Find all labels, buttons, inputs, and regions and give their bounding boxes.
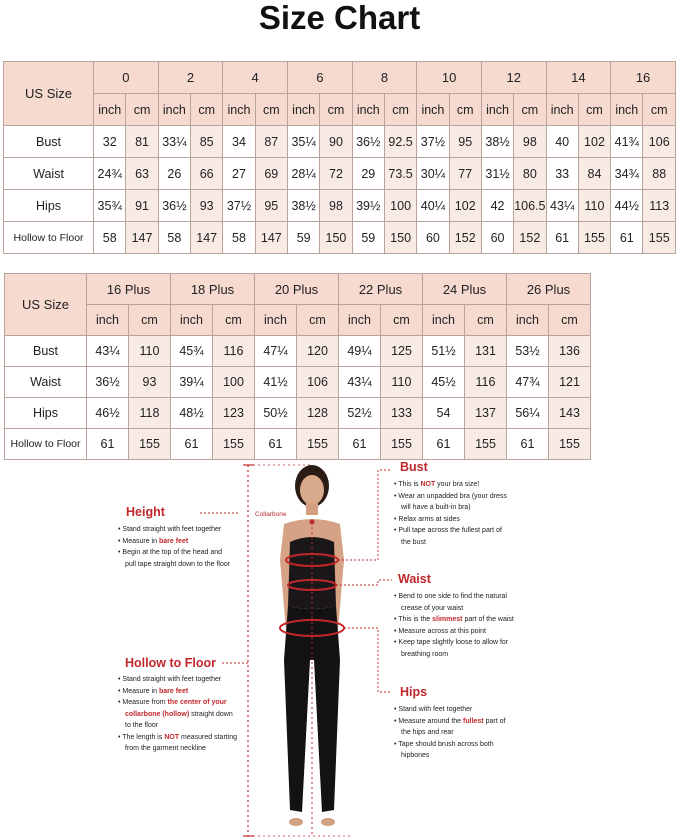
unit-inch-header: inch xyxy=(611,94,643,126)
unit-cm-header: cm xyxy=(384,94,416,126)
cell-inch: 49¼ xyxy=(339,336,381,367)
row-label: Hollow to Floor xyxy=(5,429,87,460)
cell-inch: 41½ xyxy=(255,367,297,398)
unit-inch-header: inch xyxy=(417,94,449,126)
cell-cm: 106 xyxy=(297,367,339,398)
cell-inch: 61 xyxy=(255,429,297,460)
cell-cm: 100 xyxy=(384,190,416,222)
cell-inch: 40¼ xyxy=(417,190,449,222)
cell-cm: 147 xyxy=(255,222,287,254)
cell-cm: 113 xyxy=(643,190,676,222)
cell-inch: 61 xyxy=(507,429,549,460)
cell-inch: 47¼ xyxy=(255,336,297,367)
row-label: Waist xyxy=(5,367,87,398)
size-header: 24 Plus xyxy=(423,274,507,305)
table-row xyxy=(5,336,591,367)
cell-cm: 118 xyxy=(129,398,171,429)
unit-cm-header: cm xyxy=(549,305,591,336)
cell-cm: 93 xyxy=(191,190,223,222)
cell-inch: 43¼ xyxy=(546,190,578,222)
cell-cm: 147 xyxy=(126,222,158,254)
cell-inch: 44½ xyxy=(611,190,643,222)
cell-inch: 32 xyxy=(94,126,126,158)
cell-cm: 81 xyxy=(126,126,158,158)
collarbone-label: Collarbone xyxy=(255,511,287,518)
size-header: 12 xyxy=(481,62,546,94)
size-header: 18 Plus xyxy=(171,274,255,305)
table-row xyxy=(5,398,591,429)
cell-cm: 133 xyxy=(381,398,423,429)
hips-title: Hips xyxy=(400,685,428,699)
cell-inch: 36½ xyxy=(158,190,190,222)
cell-inch: 41¾ xyxy=(611,126,643,158)
cell-inch: 61 xyxy=(611,222,643,254)
cell-inch: 43¼ xyxy=(339,367,381,398)
cell-cm: 102 xyxy=(578,126,610,158)
cell-cm: 102 xyxy=(449,190,481,222)
unit-inch-header: inch xyxy=(287,94,319,126)
cell-inch: 60 xyxy=(481,222,513,254)
size-header: 22 Plus xyxy=(339,274,423,305)
cell-inch: 61 xyxy=(423,429,465,460)
cell-cm: 116 xyxy=(213,336,255,367)
size-header: 4 xyxy=(223,62,288,94)
cell-inch: 34¾ xyxy=(611,158,643,190)
row-label: Waist xyxy=(4,158,94,190)
height-line: • Begin at the top of the head and xyxy=(118,547,230,559)
row-label: Hips xyxy=(4,190,94,222)
cell-inch: 40 xyxy=(546,126,578,158)
unit-cm-header: cm xyxy=(297,305,339,336)
cell-inch: 56¼ xyxy=(507,398,549,429)
cell-inch: 33 xyxy=(546,158,578,190)
cell-cm: 63 xyxy=(126,158,158,190)
hollow-instructions: • Stand straight with feet together • Measure in bare feet • Measure from the center of your collarbone (hollow) straight down to the floor • The length is NOT measured starting from the garment neckline xyxy=(118,674,237,755)
cell-cm: 92.5 xyxy=(384,126,416,158)
cell-inch: 37½ xyxy=(223,190,255,222)
unit-cm-header: cm xyxy=(320,94,352,126)
size-header: 6 xyxy=(287,62,352,94)
size-header: 16 Plus xyxy=(87,274,171,305)
cell-cm: 150 xyxy=(384,222,416,254)
cell-inch: 50½ xyxy=(255,398,297,429)
cell-cm: 95 xyxy=(449,126,481,158)
size-table-plus xyxy=(4,273,591,460)
cell-cm: 155 xyxy=(129,429,171,460)
cell-inch: 61 xyxy=(546,222,578,254)
unit-inch-header: inch xyxy=(158,94,190,126)
size-header: 8 xyxy=(352,62,417,94)
size-header: 0 xyxy=(94,62,159,94)
cell-cm: 155 xyxy=(381,429,423,460)
size-table-corner: US Size xyxy=(5,274,87,336)
cell-inch: 58 xyxy=(94,222,126,254)
cell-inch: 39½ xyxy=(352,190,384,222)
cell-cm: 98 xyxy=(514,126,546,158)
unit-inch-header: inch xyxy=(546,94,578,126)
table-row xyxy=(4,190,676,222)
cell-cm: 155 xyxy=(465,429,507,460)
height-line: • Measure in bare feet xyxy=(118,536,230,548)
cell-inch: 61 xyxy=(339,429,381,460)
waist-instructions: • Bend to one side to find the natural crease of your waist • This is the slimmest part of the waist • Measure across at this point • Keep tape slightly loose to allow for breathing room xyxy=(394,591,514,660)
row-label: Bust xyxy=(5,336,87,367)
cell-cm: 123 xyxy=(213,398,255,429)
cell-cm: 152 xyxy=(514,222,546,254)
unit-cm-header: cm xyxy=(255,94,287,126)
cell-cm: 87 xyxy=(255,126,287,158)
unit-inch-header: inch xyxy=(339,305,381,336)
height-instructions xyxy=(118,524,230,570)
size-header: 10 xyxy=(417,62,482,94)
cell-cm: 116 xyxy=(465,367,507,398)
unit-inch-header: inch xyxy=(171,305,213,336)
hollow-title: Hollow to Floor xyxy=(125,656,216,670)
cell-cm: 110 xyxy=(129,336,171,367)
cell-inch: 27 xyxy=(223,158,255,190)
table-row xyxy=(4,222,676,254)
cell-inch: 37½ xyxy=(417,126,449,158)
cell-cm: 85 xyxy=(191,126,223,158)
waist-title: Waist xyxy=(398,572,431,586)
bust-instructions: • This is NOT your bra size! • Wear an unpadded bra (your dress will have a built-in bra) • Relax arms at sides • Pull tape across the fullest part of the bust xyxy=(394,479,507,548)
cell-inch: 61 xyxy=(87,429,129,460)
cell-cm: 120 xyxy=(297,336,339,367)
cell-cm: 155 xyxy=(297,429,339,460)
cell-cm: 66 xyxy=(191,158,223,190)
cell-inch: 24¾ xyxy=(94,158,126,190)
unit-inch-header: inch xyxy=(255,305,297,336)
cell-inch: 58 xyxy=(223,222,255,254)
cell-inch: 33¼ xyxy=(158,126,190,158)
cell-inch: 60 xyxy=(417,222,449,254)
cell-cm: 155 xyxy=(549,429,591,460)
unit-cm-header: cm xyxy=(578,94,610,126)
cell-cm: 93 xyxy=(129,367,171,398)
cell-inch: 51½ xyxy=(423,336,465,367)
size-header: 20 Plus xyxy=(255,274,339,305)
cell-cm: 90 xyxy=(320,126,352,158)
hips-instructions: • Stand with feet together • Measure around the fullest part of the hips and rear • Tape should brush across both hipbones xyxy=(394,704,505,762)
cell-inch: 36½ xyxy=(352,126,384,158)
cell-cm: 69 xyxy=(255,158,287,190)
cell-inch: 59 xyxy=(352,222,384,254)
cell-inch: 58 xyxy=(158,222,190,254)
unit-cm-header: cm xyxy=(191,94,223,126)
row-label: Hollow to Floor xyxy=(4,222,94,254)
unit-cm-header: cm xyxy=(514,94,546,126)
cell-inch: 35¼ xyxy=(287,126,319,158)
size-header: 16 xyxy=(611,62,676,94)
unit-inch-header: inch xyxy=(223,94,255,126)
unit-inch-header: inch xyxy=(87,305,129,336)
measurement-guide xyxy=(0,460,679,840)
cell-cm: 88 xyxy=(643,158,676,190)
row-label: Bust xyxy=(4,126,94,158)
table-row xyxy=(4,126,676,158)
cell-inch: 29 xyxy=(352,158,384,190)
cell-inch: 46½ xyxy=(87,398,129,429)
cell-inch: 42 xyxy=(481,190,513,222)
bust-title: Bust xyxy=(400,460,428,474)
cell-inch: 39¼ xyxy=(171,367,213,398)
unit-cm-header: cm xyxy=(129,305,171,336)
cell-cm: 98 xyxy=(320,190,352,222)
cell-cm: 125 xyxy=(381,336,423,367)
cell-cm: 106.5 xyxy=(514,190,546,222)
cell-cm: 152 xyxy=(449,222,481,254)
cell-cm: 128 xyxy=(297,398,339,429)
table-row xyxy=(5,429,591,460)
cell-inch: 45¾ xyxy=(171,336,213,367)
model-illustration xyxy=(0,460,679,840)
cell-cm: 143 xyxy=(549,398,591,429)
cell-cm: 147 xyxy=(191,222,223,254)
cell-inch: 45½ xyxy=(423,367,465,398)
unit-inch-header: inch xyxy=(352,94,384,126)
cell-inch: 30¼ xyxy=(417,158,449,190)
cell-cm: 110 xyxy=(578,190,610,222)
cell-inch: 52½ xyxy=(339,398,381,429)
cell-inch: 61 xyxy=(171,429,213,460)
cell-cm: 137 xyxy=(465,398,507,429)
cell-cm: 136 xyxy=(549,336,591,367)
cell-cm: 150 xyxy=(320,222,352,254)
cell-cm: 77 xyxy=(449,158,481,190)
size-header: 2 xyxy=(158,62,223,94)
cell-cm: 95 xyxy=(255,190,287,222)
unit-inch-header: inch xyxy=(507,305,549,336)
height-title: Height xyxy=(126,505,165,519)
cell-inch: 43¼ xyxy=(87,336,129,367)
cell-cm: 155 xyxy=(643,222,676,254)
cell-cm: 80 xyxy=(514,158,546,190)
unit-inch-header: inch xyxy=(481,94,513,126)
row-label: Hips xyxy=(5,398,87,429)
cell-inch: 26 xyxy=(158,158,190,190)
unit-cm-header: cm xyxy=(126,94,158,126)
cell-inch: 36½ xyxy=(87,367,129,398)
unit-cm-header: cm xyxy=(213,305,255,336)
table-row xyxy=(4,158,676,190)
size-header: 26 Plus xyxy=(507,274,591,305)
cell-inch: 35¾ xyxy=(94,190,126,222)
height-line: pull tape straight down to the floor xyxy=(125,560,231,568)
cell-cm: 155 xyxy=(578,222,610,254)
size-header: 14 xyxy=(546,62,611,94)
height-line: • Stand straight with feet together xyxy=(118,524,230,536)
cell-cm: 84 xyxy=(578,158,610,190)
cell-inch: 53½ xyxy=(507,336,549,367)
unit-cm-header: cm xyxy=(643,94,676,126)
cell-cm: 91 xyxy=(126,190,158,222)
size-table-standard xyxy=(3,61,676,254)
unit-cm-header: cm xyxy=(381,305,423,336)
cell-cm: 121 xyxy=(549,367,591,398)
cell-cm: 73.5 xyxy=(384,158,416,190)
unit-inch-header: inch xyxy=(94,94,126,126)
cell-cm: 72 xyxy=(320,158,352,190)
cell-inch: 34 xyxy=(223,126,255,158)
cell-cm: 131 xyxy=(465,336,507,367)
cell-inch: 47¾ xyxy=(507,367,549,398)
size-table-corner: US Size xyxy=(4,62,94,126)
cell-inch: 28¼ xyxy=(287,158,319,190)
cell-inch: 54 xyxy=(423,398,465,429)
cell-cm: 155 xyxy=(213,429,255,460)
cell-inch: 48½ xyxy=(171,398,213,429)
unit-inch-header: inch xyxy=(423,305,465,336)
cell-inch: 31½ xyxy=(481,158,513,190)
table-row xyxy=(5,367,591,398)
cell-inch: 38½ xyxy=(287,190,319,222)
cell-inch: 38½ xyxy=(481,126,513,158)
cell-cm: 110 xyxy=(381,367,423,398)
cell-cm: 100 xyxy=(213,367,255,398)
unit-cm-header: cm xyxy=(449,94,481,126)
cell-inch: 59 xyxy=(287,222,319,254)
unit-cm-header: cm xyxy=(465,305,507,336)
cell-cm: 106 xyxy=(643,126,676,158)
page-title: Size Chart xyxy=(258,0,421,36)
face-shape xyxy=(300,475,324,505)
